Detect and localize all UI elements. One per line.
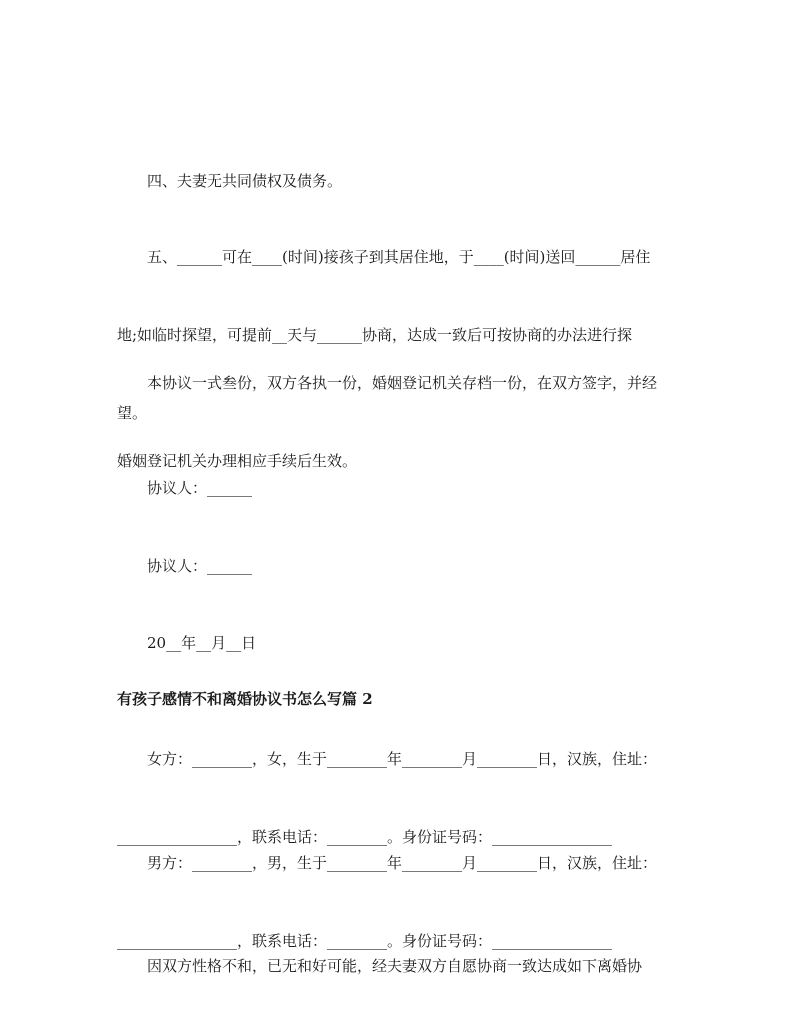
text-line: 女方：________，女，生于________年________月________日，汉族，住址： xyxy=(117,750,658,768)
text-line: 男方：________，男，生于________年________月________日，汉族，住址： xyxy=(117,854,658,872)
text-line: 20__年__月__日 xyxy=(117,634,257,652)
text-line: 五、______可在____(时间)接孩子到其居住地，于____(时间)送回______居住 xyxy=(117,248,651,266)
text-line: 望。 xyxy=(117,404,148,422)
text-line: 本协议一式叁份，双方各执一份，婚姻登记机关存档一份，在双方签字，并经 xyxy=(117,374,658,392)
text-line: ________________，联系电话：________。身份证号码：________________ xyxy=(117,932,613,950)
text-line: 协议人：______ xyxy=(117,557,253,575)
heading-text: 有孩子感情不和离婚协议书怎么写篇 2 xyxy=(117,690,373,708)
text-line: 地;如临时探望，可提前__天与______协商，达成一致后可按协商的办法进行探 xyxy=(117,326,633,344)
text-line: 协议人：______ xyxy=(117,479,253,497)
paragraph-reason xyxy=(117,901,689,1031)
text-line: 婚姻登记机关办理相应手续后生效。 xyxy=(117,452,358,470)
text-line: 四、夫妻无共同债权及债务。 xyxy=(117,172,343,190)
text-line: ________________，联系电话：________。身份证号码：________________ xyxy=(117,828,613,846)
text-line: 因双方性格不和，已无和好可能，经夫妻双方自愿协商一致达成如下离婚协 xyxy=(117,957,643,975)
